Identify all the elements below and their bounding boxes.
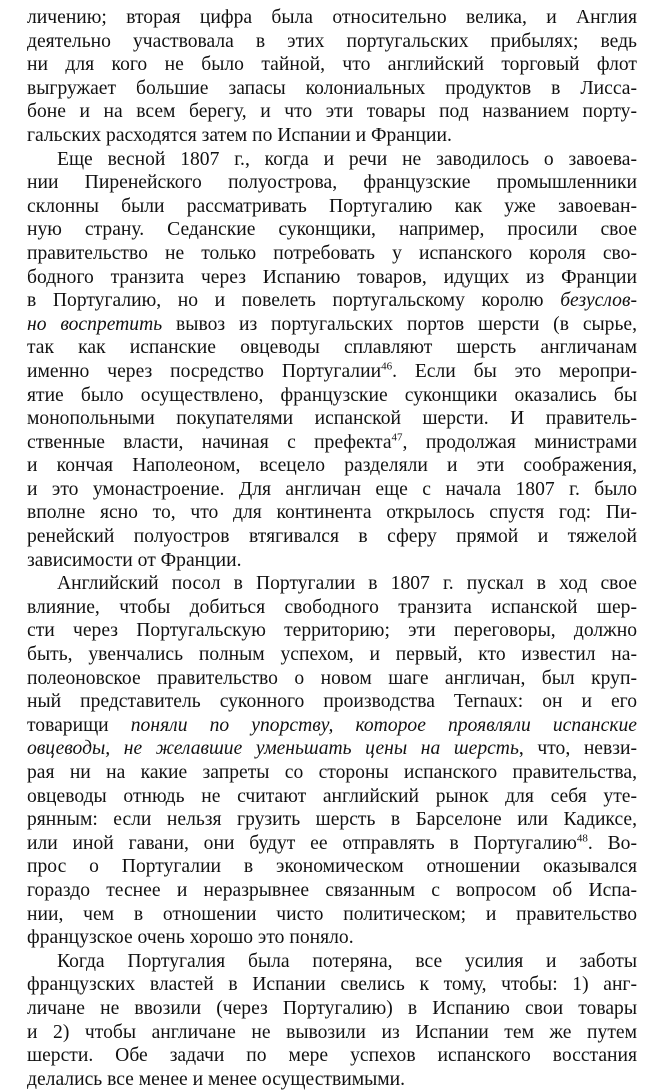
paragraph: [27, 572, 637, 950]
text-line: [27, 266, 637, 290]
text-run: личению; вторая цифра была относительно велика, и Англия: [27, 7, 637, 28]
text-run: ный представитель суконного производства Ternaux: он и его: [27, 691, 637, 713]
text-run: и это умонастроение. Для англичан еще с начала 1807 г. было: [27, 478, 637, 500]
text-run: . Во-: [587, 832, 637, 854]
text-run: ренейский полуостров втягивался в сферу прямой и тяжелой: [27, 526, 637, 548]
text-run: влияние, чтобы добиться свободного транзита испанской шер-: [27, 596, 637, 618]
text-run: французских властей в Испании свелись к тому, чтобы: 1) анг-: [27, 974, 637, 996]
text-run: сти через Португальскую территорию; эти переговоры, должно: [27, 620, 637, 642]
italic-emphasis: безуслов-: [560, 290, 637, 312]
italic-emphasis: но воспретить: [27, 313, 163, 335]
text-run: и кончая Наполеоном, всецело разделяли и эти соображения,: [27, 455, 637, 477]
text-run: рянным: если нельзя грузить шерсть в Барселоне или Кадиксе,: [27, 809, 637, 831]
text-line: [27, 360, 637, 384]
text-run: делались все менее и менее осуществимыми.: [27, 1068, 406, 1090]
text-run: вывоз из португальских портов шерсти (в сырье,: [162, 313, 638, 335]
text-run: в Португалию, но и повелеть португальскому королю: [27, 290, 561, 312]
text-line: [27, 242, 637, 266]
text-run: или иной гавани, они будут ее отправлять в Португалию: [27, 832, 577, 854]
text-run: французское очень хорошо это поняло.: [27, 927, 354, 949]
paragraph: [27, 6, 637, 148]
text-run: ятие было осуществлено, французские суконщики оказались бы: [27, 384, 637, 406]
text-line: [27, 737, 637, 761]
text-run: гальских расходятся затем по Испании и Франции.: [27, 124, 452, 146]
text-line: [27, 549, 637, 573]
text-run: Когда Португалия была потеряна, все усилия и заботы: [57, 950, 637, 972]
book-page: [27, 6, 637, 1091]
text-line: [27, 572, 637, 596]
footnote-marker[interactable]: 47: [391, 431, 403, 444]
text-run: правительство не только потребовать у испанского короля сво-: [27, 242, 637, 264]
text-line: [27, 879, 637, 903]
text-run: рая ни на какие запреты со стороны испанского правительства,: [27, 762, 637, 783]
text-run: склонны были рассматривать Португалию как уже завоеван-: [27, 195, 637, 217]
text-run: ственные власти, начиная с префекта: [27, 431, 392, 453]
text-line: [27, 667, 637, 691]
text-line: [27, 77, 637, 101]
text-line: [27, 1044, 637, 1068]
text-run: Еще весной 1807 г., когда и речи не заводилось о завоева-: [57, 148, 637, 170]
text-line: [27, 289, 637, 313]
text-line: [27, 761, 637, 785]
text-run: шерсти. Обе задачи по мере успехов испанского восстания: [27, 1045, 637, 1067]
text-run: Английский посол в Португалии в 1807 г. пускал в ход свое: [57, 573, 637, 595]
text-run: вполне ясно то, что для континента открылось спустя год: Пи-: [27, 502, 637, 524]
text-line: [27, 407, 637, 431]
text-run: монопольными покупателями испанской шерсти. И правитель-: [27, 408, 637, 430]
text-line: [27, 30, 637, 54]
text-line: [27, 195, 637, 219]
text-line: [27, 336, 637, 360]
text-run: ную страну. Седанские суконщики, например, просили свое: [27, 219, 637, 241]
text-run: боне и на всем берегу, и что эти товары под названием порту-: [27, 101, 637, 123]
text-line: [27, 53, 637, 77]
italic-emphasis: поняли по упорству, которое проявляли испанские: [130, 714, 638, 736]
text-line: [27, 1021, 637, 1045]
text-line: [27, 431, 637, 455]
text-run: ни для кого не было тайной, что английский торговый флот: [27, 54, 637, 76]
text-line: [27, 384, 637, 408]
text-run: личане не ввозили (через Португалию) в Испанию свои товары: [27, 997, 637, 1019]
text-run: выгружает большие запасы колониальных продуктов в Лисса-: [27, 77, 637, 99]
text-line: [27, 6, 637, 30]
text-line: [27, 973, 637, 997]
text-run: зависимости от Франции.: [27, 549, 242, 571]
text-run: прос о Португалии в экономическом отношении оказывался: [27, 856, 637, 878]
text-line: [27, 454, 637, 478]
text-run: и 2) чтобы англичане не вывозили из Испании тем же путем: [27, 1021, 637, 1043]
text-line: [27, 525, 637, 549]
text-run: быть, увенчались полным успехом, и первый, кто известил на-: [27, 644, 637, 666]
text-line: [27, 619, 637, 643]
text-line: [27, 855, 637, 879]
text-line: [27, 643, 637, 667]
text-line: [27, 690, 637, 714]
text-line: [27, 808, 637, 832]
text-line: [27, 171, 637, 195]
text-line: [27, 1068, 637, 1091]
paragraph: [27, 950, 637, 1091]
text-line: [27, 714, 637, 738]
text-line: [27, 926, 637, 950]
text-line: [27, 124, 637, 148]
footnote-marker[interactable]: 48: [576, 832, 588, 845]
text-line: [27, 903, 637, 927]
text-run: так как испанские овцеводы сплавляют шерсть англичанам: [27, 337, 637, 359]
text-run: бодного транзита через Испанию товаров, идущих из Франции: [27, 266, 637, 288]
text-line: [27, 478, 637, 502]
text-run: нии, чем в отношении чисто политическом; и правительство: [27, 903, 637, 925]
text-run: именно через посредство Португалии: [27, 360, 382, 382]
text-run: овцеводы отнюдь не считают английский рынок для себя уте-: [27, 785, 637, 807]
text-run: гораздо теснее и неразрывнее связанным с вопросом об Испа-: [27, 879, 637, 901]
text-line: [27, 785, 637, 809]
text-run: , что, невзи-: [518, 738, 638, 760]
text-run: нии Пиренейского полуострова, французские промышленники: [27, 172, 637, 194]
text-line: [27, 501, 637, 525]
text-line: [27, 313, 637, 337]
text-run: , продолжая министрами: [402, 431, 637, 453]
text-line: [27, 950, 637, 974]
text-line: [27, 148, 637, 172]
italic-emphasis: овцеводы, не желавшие уменьшать цены на шерсть: [27, 738, 519, 760]
text-run: товарищи: [27, 714, 131, 736]
text-run: деятельно участвовала в этих португальских прибылях; ведь: [27, 30, 637, 52]
text-line: [27, 218, 637, 242]
footnote-marker[interactable]: 46: [381, 360, 393, 373]
text-line: [27, 596, 637, 620]
text-line: [27, 832, 637, 856]
text-line: [27, 100, 637, 124]
text-line: [27, 997, 637, 1021]
text-run: полеоновское правительство о новом шаге англичан, был круп-: [27, 667, 637, 689]
text-run: . Если бы это меропри-: [392, 360, 637, 382]
paragraph: [27, 148, 637, 573]
